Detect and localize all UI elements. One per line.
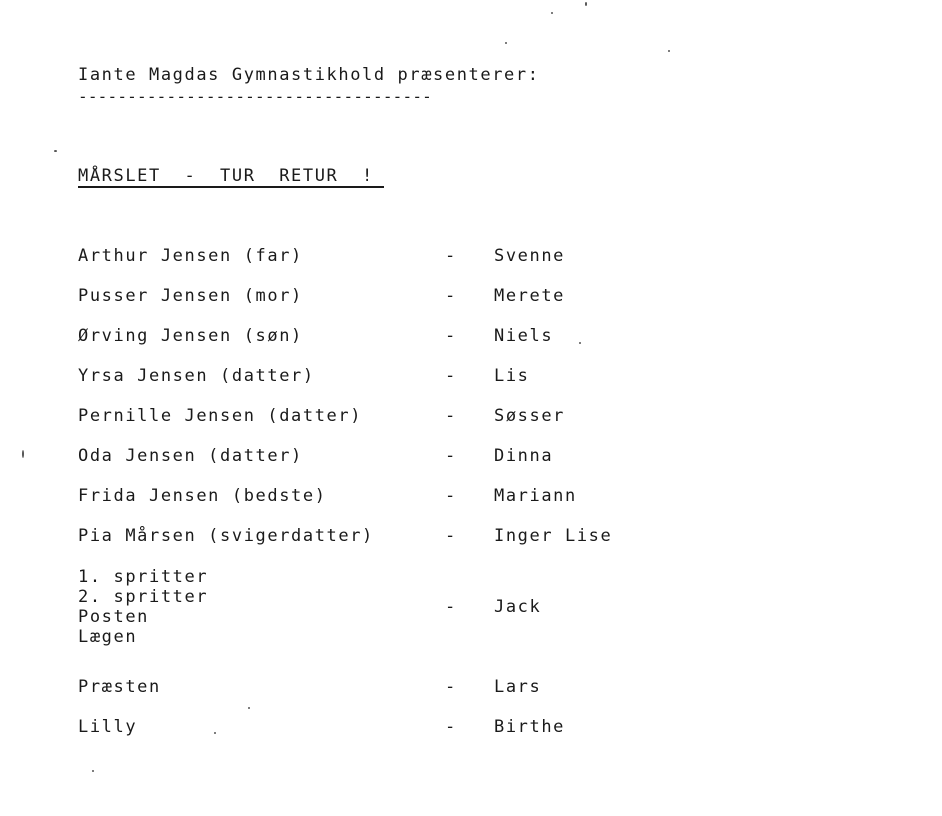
cast-actor: Søsser <box>494 406 566 426</box>
scan-speck <box>54 150 57 152</box>
cast-role: 1. spritter <box>78 567 209 587</box>
scan-speck <box>579 342 581 344</box>
scan-speck <box>585 2 587 6</box>
cast-actor: Mariann <box>494 486 577 506</box>
cast-role: Arthur Jensen (far) <box>78 246 303 266</box>
scan-speck <box>214 732 216 734</box>
cast-role: 2. spritter <box>78 587 209 607</box>
cast-separator: - <box>445 406 457 426</box>
cast-separator: - <box>445 246 457 266</box>
cast-role: Posten <box>78 607 150 627</box>
cast-actor: Lars <box>494 677 542 697</box>
cast-actor: Niels <box>494 326 554 346</box>
cast-actor: Dinna <box>494 446 554 466</box>
scan-speck <box>668 50 670 52</box>
cast-role: Præsten <box>78 677 161 697</box>
cast-actor: Lis <box>494 366 530 386</box>
presenter-heading: Iante Magdas Gymnastikhold præsenterer: <box>78 65 540 85</box>
cast-separator: - <box>445 597 457 617</box>
cast-role: Lægen <box>78 627 138 647</box>
scan-speck <box>248 707 250 709</box>
cast-separator: - <box>445 717 457 737</box>
cast-separator: - <box>445 286 457 306</box>
cast-role: Pernille Jensen (datter) <box>78 406 363 426</box>
cast-role: Pusser Jensen (mor) <box>78 286 303 306</box>
cast-separator: - <box>445 446 457 466</box>
scan-speck <box>551 12 553 14</box>
cast-separator: - <box>445 366 457 386</box>
cast-actor: Birthe <box>494 717 566 737</box>
scan-speck <box>92 770 94 772</box>
cast-actor: Svenne <box>494 246 566 266</box>
cast-actor: Inger Lise <box>494 526 613 546</box>
scan-speck <box>505 42 507 44</box>
cast-separator: - <box>445 677 457 697</box>
cast-role: Lilly <box>78 717 138 737</box>
title-underline <box>78 186 384 188</box>
multi-role-list <box>78 567 208 647</box>
cast-separator: - <box>445 326 457 346</box>
cast-actor: Merete <box>494 286 566 306</box>
cast-role: Pia Mårsen (svigerdatter) <box>78 526 374 546</box>
cast-separator: - <box>445 486 457 506</box>
cast-role: Ørving Jensen (søn) <box>78 326 303 346</box>
cast-separator: - <box>445 526 457 546</box>
scan-speck <box>22 450 24 458</box>
play-title: MÅRSLET - TUR RETUR ! <box>78 166 374 186</box>
dashed-rule: ------------------------------------ <box>78 87 432 106</box>
cast-role: Yrsa Jensen (datter) <box>78 366 315 386</box>
cast-actor: Jack <box>494 597 542 617</box>
cast-role: Oda Jensen (datter) <box>78 446 303 466</box>
cast-role: Frida Jensen (bedste) <box>78 486 327 506</box>
